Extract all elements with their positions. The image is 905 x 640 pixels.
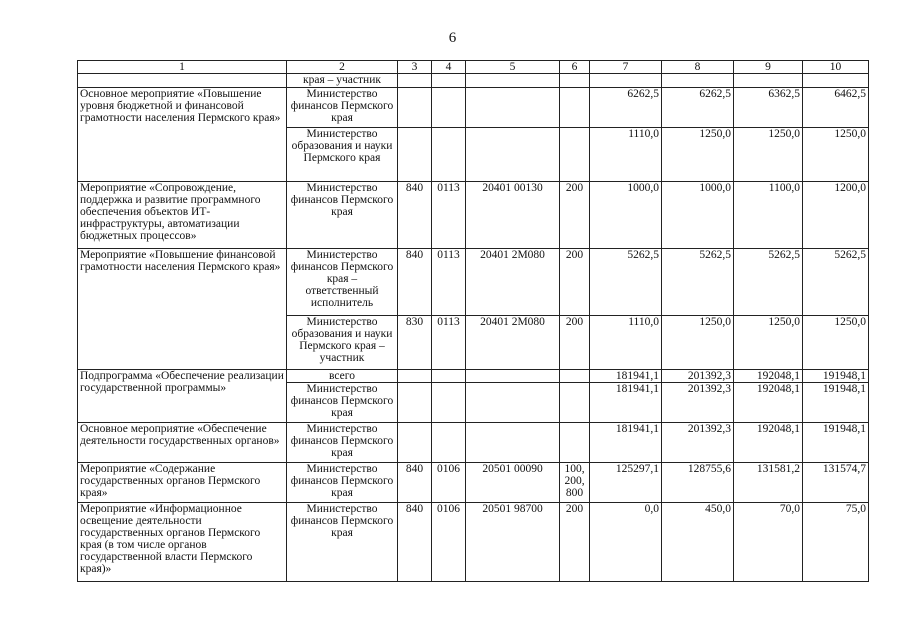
table-header-row bbox=[78, 61, 869, 74]
value-cell: 125297,1 bbox=[590, 463, 662, 503]
header-cell: 7 bbox=[590, 61, 662, 74]
code-cell bbox=[466, 383, 560, 423]
code-cell bbox=[560, 88, 590, 128]
value-cell: 1000,0 bbox=[590, 182, 662, 249]
value-cell: 1000,0 bbox=[662, 182, 734, 249]
header-cell: 2 bbox=[287, 61, 398, 74]
value-cell bbox=[590, 74, 662, 88]
code-cell: 200 bbox=[560, 316, 590, 370]
header-cell: 9 bbox=[734, 61, 803, 74]
value-cell: 192048,1 bbox=[734, 383, 803, 423]
code-cell bbox=[560, 128, 590, 182]
code-cell bbox=[560, 370, 590, 383]
value-cell: 191948,1 bbox=[803, 370, 869, 383]
value-cell: 201392,3 bbox=[662, 383, 734, 423]
code-cell: 840 bbox=[398, 249, 432, 316]
executor-cell: Министерство финансов Пермского края bbox=[287, 503, 398, 582]
executor-cell: Министерство образования и науки Пермского края – участник bbox=[287, 316, 398, 370]
value-cell: 201392,3 bbox=[662, 423, 734, 463]
value-cell: 1250,0 bbox=[734, 316, 803, 370]
code-cell: 200 bbox=[560, 182, 590, 249]
code-cell bbox=[398, 74, 432, 88]
code-cell bbox=[466, 423, 560, 463]
value-cell: 201392,3 bbox=[662, 370, 734, 383]
code-cell bbox=[398, 128, 432, 182]
header-cell: 6 bbox=[560, 61, 590, 74]
code-cell bbox=[398, 370, 432, 383]
code-cell bbox=[432, 74, 466, 88]
code-cell bbox=[432, 383, 466, 423]
value-cell: 1100,0 bbox=[734, 182, 803, 249]
code-cell bbox=[560, 383, 590, 423]
code-cell bbox=[560, 74, 590, 88]
code-cell: 0113 bbox=[432, 316, 466, 370]
value-cell: 1250,0 bbox=[734, 128, 803, 182]
executor-cell: Министерство образования и науки Пермского края bbox=[287, 128, 398, 182]
header-cell: 3 bbox=[398, 61, 432, 74]
budget-table bbox=[77, 60, 869, 582]
code-cell: 0106 bbox=[432, 503, 466, 582]
value-cell: 5262,5 bbox=[662, 249, 734, 316]
program-name-cell: Мероприятие «Содержание государственных органов Пермского края» bbox=[78, 463, 287, 503]
code-cell bbox=[466, 74, 560, 88]
table-row bbox=[78, 503, 869, 582]
code-cell: 840 bbox=[398, 463, 432, 503]
table-row bbox=[78, 88, 869, 128]
value-cell: 70,0 bbox=[734, 503, 803, 582]
executor-cell: Министерство финансов Пермского края bbox=[287, 383, 398, 423]
code-cell bbox=[432, 423, 466, 463]
value-cell bbox=[734, 74, 803, 88]
value-cell: 1250,0 bbox=[662, 128, 734, 182]
header-cell: 10 bbox=[803, 61, 869, 74]
value-cell: 75,0 bbox=[803, 503, 869, 582]
code-cell: 830 bbox=[398, 316, 432, 370]
code-cell bbox=[432, 128, 466, 182]
value-cell: 1110,0 bbox=[590, 128, 662, 182]
value-cell: 1250,0 bbox=[803, 128, 869, 182]
page-number: 6 bbox=[448, 30, 457, 46]
code-cell: 0113 bbox=[432, 249, 466, 316]
executor-cell: Министерство финансов Пермского края bbox=[287, 182, 398, 249]
value-cell: 181941,1 bbox=[590, 383, 662, 423]
executor-cell: края – участник bbox=[287, 74, 398, 88]
value-cell: 128755,6 bbox=[662, 463, 734, 503]
value-cell: 5262,5 bbox=[590, 249, 662, 316]
code-cell: 20501 00090 bbox=[466, 463, 560, 503]
value-cell: 181941,1 bbox=[590, 370, 662, 383]
table-row bbox=[78, 249, 869, 316]
code-cell bbox=[432, 370, 466, 383]
code-cell bbox=[432, 88, 466, 128]
program-name-cell: Мероприятие «Информационное освещение деятельности государственных органов Пермского края (в том числе органов государственной власти Пермского края)» bbox=[78, 503, 287, 582]
value-cell bbox=[662, 74, 734, 88]
header-cell: 5 bbox=[466, 61, 560, 74]
value-cell: 191948,1 bbox=[803, 383, 869, 423]
program-name-cell: Мероприятие «Повышение финансовой грамотности населения Пермского края» bbox=[78, 249, 287, 370]
header-cell: 4 bbox=[432, 61, 466, 74]
value-cell: 181941,1 bbox=[590, 423, 662, 463]
code-cell: 20401 2М080 bbox=[466, 316, 560, 370]
value-cell: 1110,0 bbox=[590, 316, 662, 370]
executor-cell: всего bbox=[287, 370, 398, 383]
code-cell: 840 bbox=[398, 503, 432, 582]
value-cell: 5262,5 bbox=[734, 249, 803, 316]
value-cell: 1200,0 bbox=[803, 182, 869, 249]
code-cell: 840 bbox=[398, 182, 432, 249]
table-row bbox=[78, 370, 869, 383]
table-row bbox=[78, 182, 869, 249]
table-row bbox=[78, 463, 869, 503]
code-cell bbox=[398, 383, 432, 423]
code-cell bbox=[466, 128, 560, 182]
code-cell: 200 bbox=[560, 249, 590, 316]
value-cell: 192048,1 bbox=[734, 370, 803, 383]
value-cell: 131574,7 bbox=[803, 463, 869, 503]
executor-cell: Министерство финансов Пермского края bbox=[287, 423, 398, 463]
code-cell: 20401 2М080 bbox=[466, 249, 560, 316]
value-cell: 0,0 bbox=[590, 503, 662, 582]
value-cell bbox=[803, 74, 869, 88]
program-name-cell: Основное мероприятие «Повышение уровня бюджетной и финансовой грамотности населения Пермского края» bbox=[78, 88, 287, 182]
program-name-cell: Подпрограмма «Обеспечение реализации государственной программы» bbox=[78, 370, 287, 423]
code-cell bbox=[466, 370, 560, 383]
executor-cell: Министерство финансов Пермского края bbox=[287, 463, 398, 503]
value-cell: 191948,1 bbox=[803, 423, 869, 463]
header-cell: 1 bbox=[78, 61, 287, 74]
header-cell: 8 bbox=[662, 61, 734, 74]
value-cell: 6262,5 bbox=[590, 88, 662, 128]
value-cell: 6462,5 bbox=[803, 88, 869, 128]
program-name-cell: Основное мероприятие «Обеспечение деятельности государственных органов» bbox=[78, 423, 287, 463]
value-cell: 1250,0 bbox=[803, 316, 869, 370]
code-cell: 100, 200, 800 bbox=[560, 463, 590, 503]
program-name-cell bbox=[78, 74, 287, 88]
code-cell: 0113 bbox=[432, 182, 466, 249]
code-cell: 20501 98700 bbox=[466, 503, 560, 582]
value-cell: 6262,5 bbox=[662, 88, 734, 128]
code-cell bbox=[466, 88, 560, 128]
value-cell: 192048,1 bbox=[734, 423, 803, 463]
code-cell: 20401 00130 bbox=[466, 182, 560, 249]
program-name-cell: Мероприятие «Сопровождение, поддержка и развитие программного обеспечения объектов ИТ-инфраструктуры, автоматизации бюджетных процессов» bbox=[78, 182, 287, 249]
value-cell: 6362,5 bbox=[734, 88, 803, 128]
table-row bbox=[78, 423, 869, 463]
value-cell: 131581,2 bbox=[734, 463, 803, 503]
value-cell: 5262,5 bbox=[803, 249, 869, 316]
value-cell: 1250,0 bbox=[662, 316, 734, 370]
executor-cell: Министерство финансов Пермского края bbox=[287, 88, 398, 128]
code-cell bbox=[398, 88, 432, 128]
value-cell: 450,0 bbox=[662, 503, 734, 582]
executor-cell: Министерство финансов Пермского края – ответственный исполнитель bbox=[287, 249, 398, 316]
code-cell bbox=[560, 423, 590, 463]
table-row bbox=[78, 74, 869, 88]
code-cell: 200 bbox=[560, 503, 590, 582]
code-cell bbox=[398, 423, 432, 463]
code-cell: 0106 bbox=[432, 463, 466, 503]
